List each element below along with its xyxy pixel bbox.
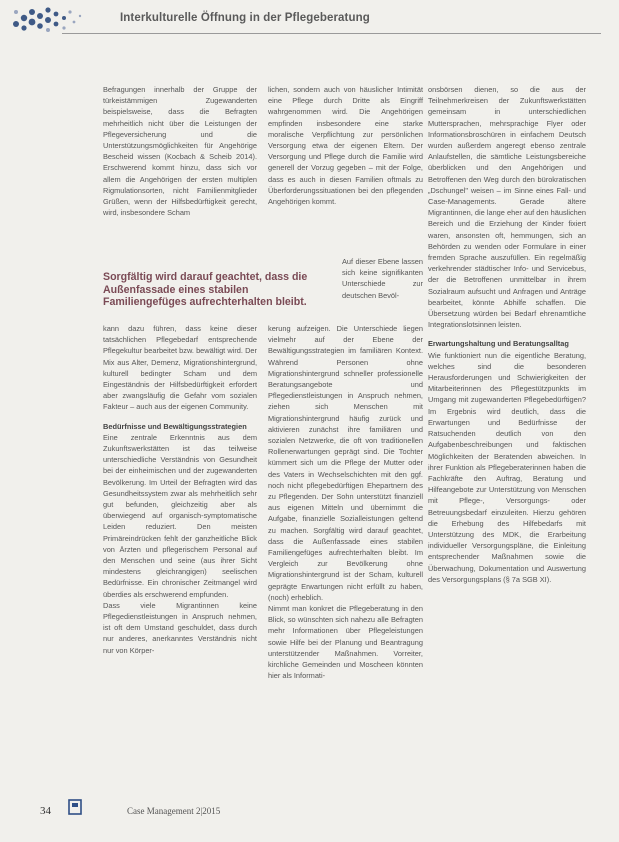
dot-pattern-logo-icon — [8, 2, 108, 36]
body-paragraph: onsbörsen dienen, so die aus der Teilnehmerkreisen der Zukunftswerkstätten gemeinsam in unterschiedlichen Muttersprachen, mehrsprachige Flyer oder Informationsbroschüren in einfachem Deutsch wurden außerdem angeregt ebenso zentrale Anlaufstellen, die sämtliche Leistungsbereiche überblicken und den Angehörigen und Betroffenen den Weg durch den bürokratischen „Dschungel" weisen – im Sinne eines Fall- und Case-Managements. Gerade ältere Migrantinnen, die lange eher auf den häuslichen Bereich und die Erziehung der Kinder fixiert waren, ansonsten oft, hemmungen, sich an Behörden zu wenden oder Formulare in einer fremden Sprache auszufüllen. Ein regelmäßig verkehrender städtischer Info- und Servicebus, der die Betroffenen unmittelbar in ihrem Sozialraum aufsucht und Anfragen und Anträge bearbeitet, könnte Abhilfe schaffen. Die Übersetzung würden bei Bedarf ehrenamtliche Integrationslotsinnen leisten. — [428, 85, 586, 330]
column-1-top — [103, 84, 257, 218]
body-paragraph: lichen, sondern auch von häuslicher Intimität eine Pflege durch Dritte als Eingriff wahrgenommen wird. Die Angehörigen empfinden insbesondere eine starke moralische Verpflichtung zur persönlichen Versorgung etwa der eigenen Eltern. Der Versorgung und Pflege durch die Familie wird generell der Vorzug gegeben – mit der Folge, dass es auch in diesen Familien oftmals zu Überforderungssituationen bei den pflegenden Angehörigen kommt. — [268, 85, 423, 207]
section-subheading: Erwartungshaltung und Beratungsalltag — [428, 339, 569, 349]
column-3 — [428, 84, 586, 585]
section-subheading: Bedürfnisse und Bewältigungsstrategien — [103, 421, 247, 431]
column-2-bottom — [268, 323, 423, 682]
running-header-title: Interkulturelle Öffnung in der Pflegeberatung — [120, 12, 370, 24]
body-paragraph: Auf dieser Ebene lassen sich keine signifikanten Unterschiede zur deutschen Bevöl- — [342, 257, 423, 300]
page-number: 34 — [40, 805, 51, 817]
magazine-logo-icon — [68, 799, 82, 815]
body-paragraph: Nimmt man konkret die Pflegeberatung in den Blick, so wünschten sich nahezu alle Befragten mehr Informationen über Pflegeleistungen sowie Hilfe bei der Planung und Beantragung unterstützender Maßnahmen. Vorreiter, kirchliche Gemeinden und Moscheen könnten hier als Informati- — [268, 604, 423, 681]
body-paragraph: kerung aufzeigen. Die Unterschiede liegen vielmehr auf der Ebene der Bewältigungsstrategien im familiären Kontext. Während Personen ohne Migrationshintergrund schneller professionelle Beratungsangebote und Pflegedienstleistungen in Anspruch nehmen, ziehen sich Menschen mit Migrationshintergrund häufig zurück und aktivieren zunächst ihre familiären und sozialen Netzwerke, die oft von traditionellen Rollenerwartungen geprägt sind. Die Tochter kümmert sich um die Pflege der Mutter oder des Vaters in Wechselschichten mit den ggf. noch nicht pflegebedürftigen Ehepartnern des zu Pflegenden. Der Sohn unterstützt finanziell aus eigenen Mitteln und übernimmt die Aufgabe, finanzielle Sozialleistungen geltend zu machen. Sorgfältig wird darauf geachtet, dass die Außenfassade eines stabilen Familiengefüges aufrechterhalten bleibt. Im Vergleich zur Bevölkerung ohne Migrationshintergrund ist der Scham, kulturell geprägte Erwartungen nicht erfüllt zu haben, (noch) erheblich. — [268, 324, 423, 602]
column-1-bottom — [103, 323, 257, 656]
body-paragraph: Wie funktioniert nun die eigentliche Beratung, welches sind die besonderen Herausforderungen und Schwierigkeiten der Mitarbeiterinnen des Pflegestützpunkts im Umgang mit zugewanderten Pflegebedürftigen? Im Ergebnis wird deutlich, dass die Erwartungen und Bedürfnisse der Ratsuchenden deutlich von den Aufgabenbeschreibungen und faktischen Möglichkeiten der Beratenden abweichen. In ihrer Funktion als Pflegeberaterinnen haben die Fachkräfte den Auftrag, Beratung und Hilfeangebote zur Unterstützung von Menschen mit Pflege-, Versorgungs- oder Betreuungsbedarf einzuleiten. Hierzu gehören die Erhebung des Hilfebedarfs mit Unterstützung des MDK, die Erarbeitung individueller Versorgungspläne, die Einleitung entsprechender Maßnahmen sowie die Überwachung, Dokumentation und Auswertung des Versorgungsplans (§ 7a SGB XI). — [428, 350, 586, 584]
magazine-name: Case Management 2|2015 — [127, 806, 221, 816]
body-paragraph: kann dazu führen, dass keine dieser tatsächlichen Pflegebedarf entsprechende Pflegekultur bearbeitet bzw. bewältigt wird. Der Mix aus Alter, Demenz, Migrationshintergrund, kulturell bedingter Scham und dem Eingeständnis der Hilfsbedürftigkeit erfordert aber zwangsläufig die Gefahr vom sozialen Fakteur – auch aus der eigenen Community. — [103, 324, 257, 412]
body-paragraph: Dass viele Migrantinnen keine Pflegedienstleistungen in Anspruch nehmen, ist oft dem Umstand geschuldet, dass durch nur anderes, anerkanntes Verständnis nicht nur von Körper- — [103, 600, 257, 655]
pull-quote: Sorgfältig wird darauf geachtet, dass die Außenfassade eines stabilen Familiengefüges aufrechterhalten bleibt. — [103, 271, 308, 309]
column-2-beside-quote — [342, 256, 423, 301]
body-paragraph: Befragungen innerhalb der Gruppe der türkeistämmigen Zugewanderten beispielsweise, dass die Befragten mehrheitlich nicht über die Leistungen der Pflegeversicherung und die Unterstützungsmöglichkeiten für Angehörige Bescheid wissen (Kocbach & Scheib 2014). Erschwerend kommt hinzu, dass sich vor allem die Angehörigen der ersten multiplen Rigmulationsorten, nicht Familienmitglieder Grüßen, wenn der Hilfsbedürftigkeit gerecht, wird, insbesondere Scham — [103, 85, 257, 218]
column-2-top — [268, 84, 423, 207]
header-rule — [62, 33, 601, 34]
body-paragraph: Eine zentrale Erkenntnis aus dem Zukunftswerkstätten ist das teilweise unterschiedliche Verständnis von Gesundheit bei der einheimischen und der zugewanderten Bevölkerung. Im Urteil der Befragten wird das Gesundheitssystem zwar als mehrheitlich sehr gut befunden, gleichzeitig aber als überwiegend auf organisch-symptomatische Leiden reduziert. Den meisten Primäreindrücken fehlt der ganzheitliche Blick von Ärzten und pflegerischem Personal auf den Menschen und seine (aus ihrer Sicht mindestens gleichrangigen) seelischen Bedürfnisse. Ein chronischer Zeitmangel wird überdies als erschwerend empfunden. — [103, 432, 257, 599]
